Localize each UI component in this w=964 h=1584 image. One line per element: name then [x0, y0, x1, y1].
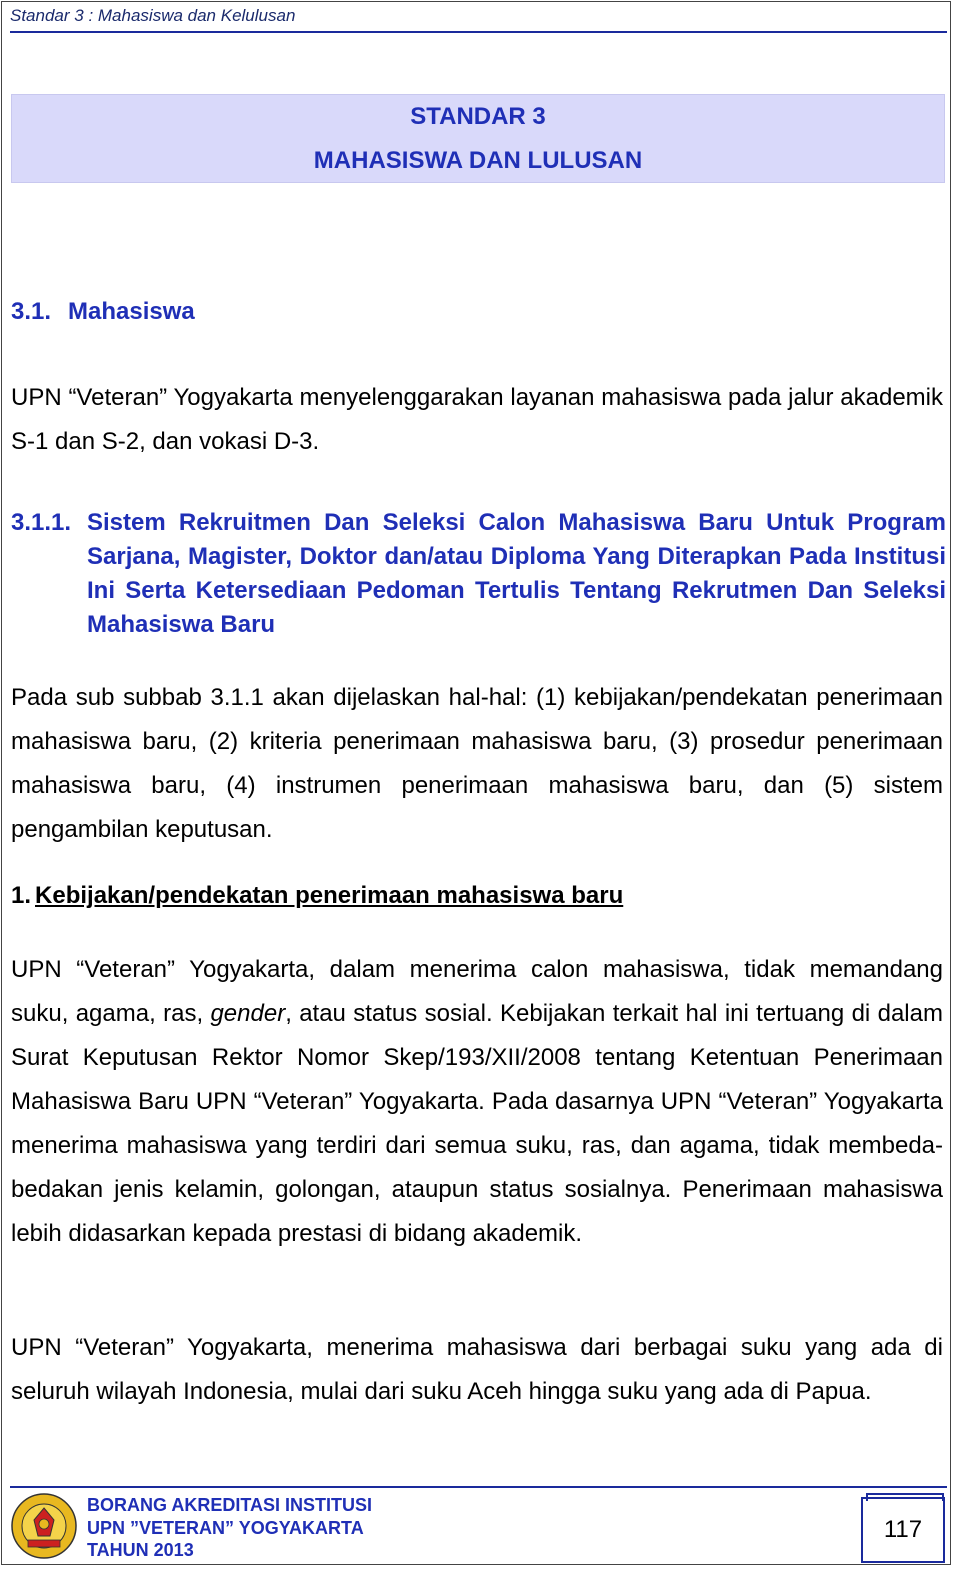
logo-emblem-center [39, 1519, 49, 1529]
point-1-title: Kebijakan/pendekatan penerimaan mahasiswa baru [35, 882, 624, 909]
paragraph-text: , atau status sosial. Kebijakan terkait hal ini tertuang di dalam Surat Keputusan Rektor Nomor Skep/193/XII/2008 tentang Ketentuan Penerimaan Mahasiswa Baru UPN “Veteran” Yogyakarta. Pada dasarnya UPN “Veteran” Yogyakarta menerima mahasiswa yang terdiri dari semua suku, ras, dan agama, tidak membeda-bedakan jenis kelamin, golongan, ataupun status sosialnya. Penerimaan mahasiswa lebih didasarkan kepada prestasi di bidang akademik. [11, 1000, 943, 1247]
subsection-intro-paragraph: Pada sub subbab 3.1.1 akan dijelaskan hal-hal: (1) kebijakan/pendekatan penerimaan mahasiswa baru, (2) kriteria penerimaan mahasiswa baru, (3) prosedur penerimaan mahasiswa baru, (4) instrumen penerimaan mahasiswa baru, dan (5) sistem pengambilan keputusan. [11, 684, 943, 843]
subsection-title: Sistem Rekruitmen Dan Seleksi Calon Mahasiswa Baru Untuk Program Sarjana, Magister, Doktor dan/atau Diploma Yang Diterapkan Pada Institusi Ini Serta Ketersediaan Pedoman Tertulis Tentang Rekrutmen Dan Seleksi Mahasiswa Baru [87, 509, 946, 638]
italic-term: gender [210, 1000, 286, 1027]
title-line-1: STANDAR 3 [410, 103, 546, 130]
page-number: 117 [861, 1497, 945, 1563]
point-1-heading [11, 882, 623, 910]
section-number: 3.1. [11, 298, 52, 325]
paragraph-text: UPN “Veteran” Yogyakarta, dalam menerima calon mahasiswa, tidak memandang suku, agama, ras, [11, 956, 943, 1027]
title-line-2: MAHASISWA DAN LULUSAN [313, 147, 643, 174]
university-logo [10, 1492, 78, 1560]
subsection-number: 3.1.1. [11, 509, 72, 536]
footer-line-1: BORANG AKREDITASI INSTITUSI [87, 1495, 373, 1515]
subsection-heading [11, 506, 946, 642]
section-intro-paragraph: UPN “Veteran” Yogyakarta menyelenggarakan layanan mahasiswa pada jalur akademik S-1 dan S-2, dan vokasi D-3. [11, 384, 943, 455]
footer-text [87, 1494, 372, 1562]
title-box [11, 94, 945, 183]
footer-line-2: UPN ”VETERAN” YOGYAKARTA [87, 1517, 364, 1538]
section-title: Mahasiswa [68, 298, 195, 325]
header-rule [10, 31, 947, 33]
running-header: Standar 3 : Mahasiswa dan Kelulusan [10, 6, 296, 25]
logo-banner [28, 1540, 60, 1547]
point-1-paragraph-1 [11, 948, 943, 1256]
footer-rule [10, 1486, 947, 1488]
point-1-paragraph-2: UPN “Veteran” Yogyakarta, menerima mahasiswa dari berbagai suku yang ada di seluruh wilayah Indonesia, mulai dari suku Aceh hingga suku yang ada di Papua. [11, 1334, 943, 1405]
footer-line-3: TAHUN 2013 [87, 1540, 194, 1560]
section-heading [11, 298, 195, 326]
point-1-number: 1. [11, 882, 32, 909]
